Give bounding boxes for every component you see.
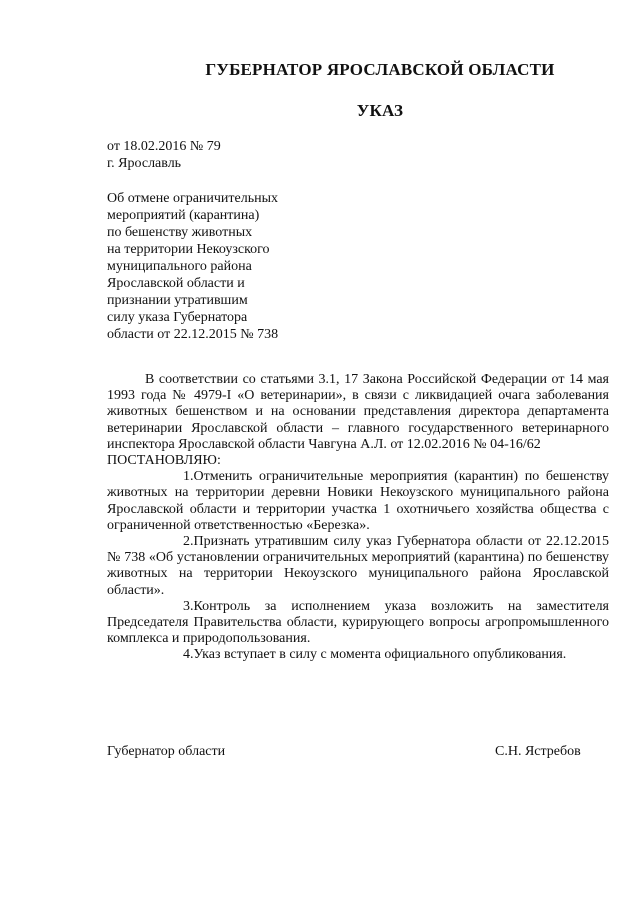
document-meta <box>107 138 221 172</box>
item-text: Отменить ограничительные мероприятия (карантин) по бешенству животных на территории деревни Новики Некоузского муниципального района Ярославской области и территории участка 1 охотничьего хозяйства общества с ограниченной ответственностью «Березка». <box>107 469 609 533</box>
signature-position: Губернатор области <box>107 744 226 759</box>
subject-line: Об отмене ограничительных <box>107 191 279 206</box>
decree-item-2 <box>107 534 609 599</box>
subject-line: признании утратившим <box>107 293 248 308</box>
document-date-number: от 18.02.2016 № 79 <box>107 139 221 154</box>
decree-item-1 <box>107 469 609 534</box>
subject-line: муниципального района <box>107 259 252 274</box>
item-text: Признать утратившим силу указ Губернатора области от 22.12.2015 № 738 «Об установлении ограничительных мероприятий (карантина) по бешенству животных на территории Некоузского муниципального района Ярославской области». <box>107 534 609 598</box>
subject-line: области от 22.12.2015 № 738 <box>107 327 279 342</box>
document-type-title: УКАЗ <box>356 101 404 120</box>
decree-word: ПОСТАНОВЛЯЮ: <box>107 453 221 469</box>
item-number: 2. <box>183 534 194 550</box>
item-number: 1. <box>183 469 194 485</box>
subject-line: Ярославской области и <box>107 276 245 291</box>
item-text: Указ вступает в силу с момента официального опубликования. <box>193 647 567 663</box>
item-text: Контроль за исполнением указа возложить на заместителя Председателя Правительства области, курирующего вопросы агропромышленного комплекса и природопользования. <box>107 598 609 647</box>
document-subject <box>107 190 347 343</box>
document-city: г. Ярославль <box>107 156 182 171</box>
document-body <box>107 372 609 664</box>
decree-item-3 <box>107 599 609 648</box>
item-number: 3. <box>183 598 194 614</box>
signature-name: С.Н. Ястребов <box>495 744 581 759</box>
subject-line: мероприятий (карантина) <box>107 208 260 223</box>
document-authority-title: ГУБЕРНАТОР ЯРОСЛАВСКОЙ ОБЛАСТИ <box>205 60 555 79</box>
preamble-paragraph: В соответствии со статьями 3.1, 17 Закона Российской Федерации от 14 мая 1993 года № 4979-I «О ветеринарии», в связи с ликвидацией очага заболевания животных бешенством и на основании представления директора департамента ветеринарии Ярославской области – главного государственного ветеринарного инспектора Ярославской области Чавгуна А.Л. от 12.02.2016 № 04-16/62 <box>107 372 609 452</box>
subject-line: по бешенству животных <box>107 225 253 240</box>
subject-line: на территории Некоузского <box>107 242 270 257</box>
subject-line: силу указа Губернатора <box>107 310 248 325</box>
decree-item-4 <box>107 647 609 663</box>
item-number: 4. <box>183 647 194 663</box>
